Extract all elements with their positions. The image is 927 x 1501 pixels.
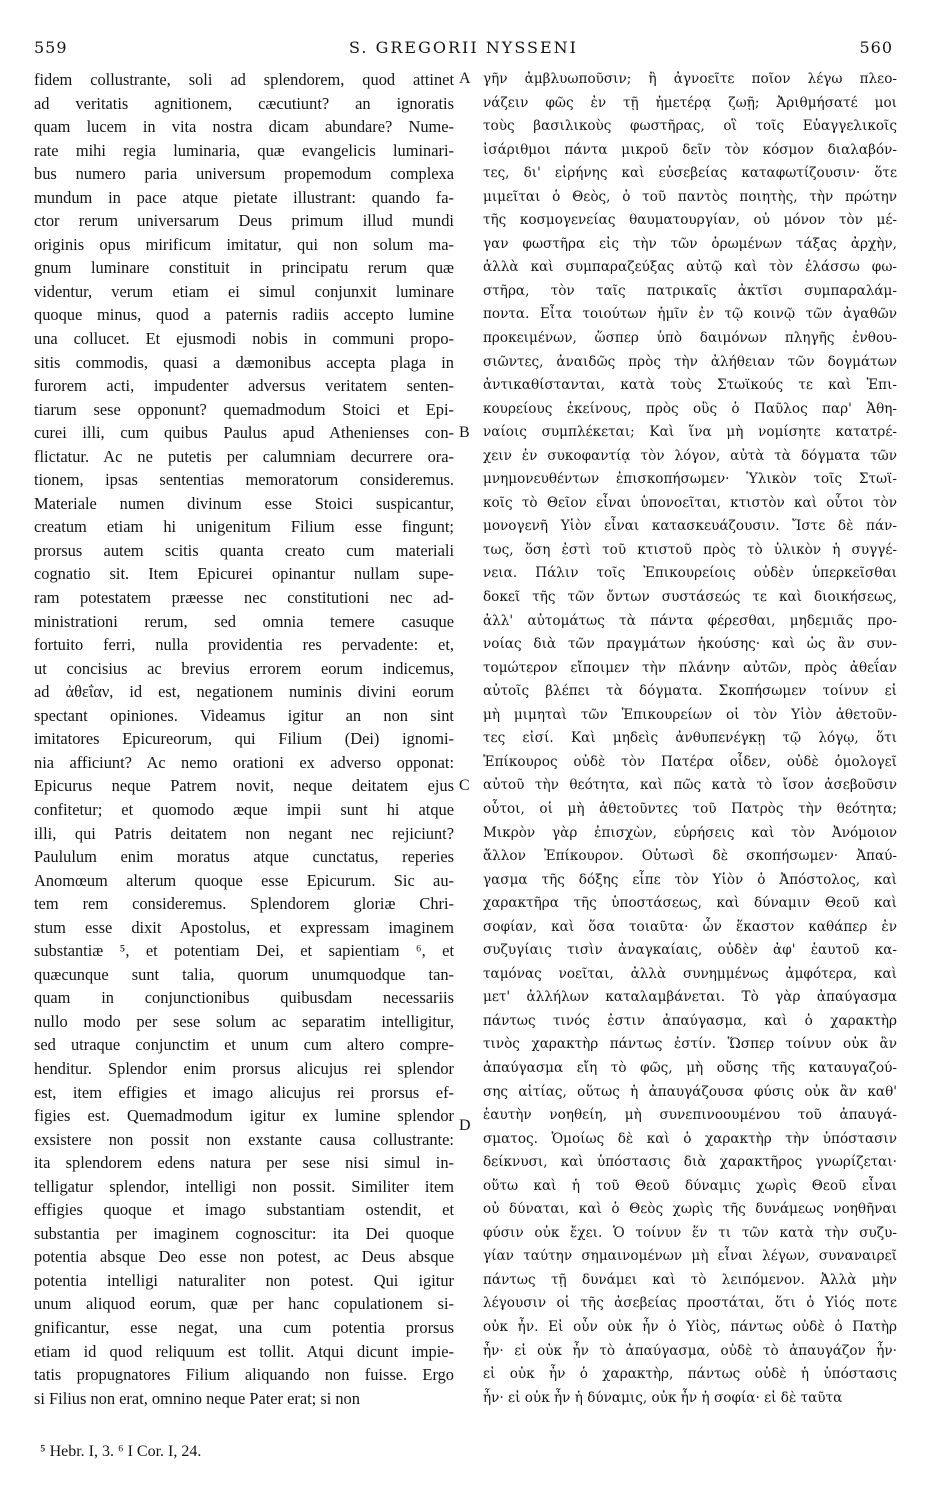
latin-text-line: creatum etiam hi unigenitum Filium esse fingunt; — [34, 517, 454, 537]
greek-text-line: νάζειν φῶς ἐν τῇ ἡμετέρᾳ ζωῇ; Ἀριθμήσατέ μοι — [483, 94, 897, 111]
latin-text-line: ministrationi rerum, sed omnia temere casuque — [34, 611, 454, 631]
greek-text-line: ἄλλον Ἐπίκουρον. Οὑτωσὶ δὲ σκοπήσωμεν· Ἀπαύ- — [483, 848, 897, 865]
latin-text-line: quam in conjunctionibus quibusdam necessariis — [34, 988, 454, 1008]
greek-text-line: μνημονευθέντων ἐπισκοπήσωμεν· Ὑλικὸν τοῖς Στωϊ- — [483, 471, 897, 488]
greek-text-line: γῆν ἀμβλυωποῦσιν; ἢ ἀγνοεῖτε ποῖον λέγω πλεο- — [483, 71, 897, 87]
greek-text-line: οὐ δύναται, καὶ ὁ Θεὸς χωρὶς τῆς δυνάμεως νοηθῆναι — [483, 1201, 897, 1218]
greek-text-line: λέγουσιν οἱ τῆς ἀσεβείας προστάται, ὅτι ὁ Υἱός ποτε — [483, 1295, 897, 1312]
latin-text-line: substantiæ ⁵, et potentiam Dei, et sapientiam ⁶, et — [34, 941, 454, 961]
page-number-right: 560 — [859, 38, 893, 57]
latin-text-line: cognatio sit. Item Epicurei opinantur nullam supe- — [34, 564, 454, 584]
latin-text-line: confitetur; et quomodo æque impii sunt hi atque — [34, 799, 454, 819]
greek-text-line: χαρακτῆρα τῆς ὑποστάσεως, καὶ δύναμιν Θεοῦ καὶ — [483, 895, 897, 912]
greek-text-line: τες εἰσί. Καὶ μηδεὶς ἀνθυπενέγκῃ τῷ λόγῳ, ὅτι — [483, 730, 897, 747]
greek-text-line: ταμόνας νοεῖται, ἀλλὰ συνημμένως ἀμφότερα, καὶ — [483, 965, 897, 982]
margin-marker-d: D — [459, 1117, 471, 1134]
latin-text-line: quæcunque sunt talia, quorum unumquodque tan- — [34, 964, 454, 984]
greek-text-line: ναίοις συμπλέκεται; Καὶ ἵνα μὴ νομίσητε κατατρέ- — [483, 424, 897, 441]
greek-text-line: σιῶντες, ἀναιδῶς πρὸς τὴν ἀλήθειαν τῶν δογμάτων — [483, 353, 897, 370]
latin-text-line: bus numero paria universum propemodum complexa — [34, 164, 454, 184]
greek-text-line: ἀλλὰ καὶ συμπαραζεύξας αὐτῷ καὶ τὸν ἐλάσσω φω- — [483, 259, 897, 276]
greek-text-line: σματος. Ὁμοίως δὲ καὶ ὁ χαρακτὴρ τὴν ὑπόστασιν — [483, 1130, 897, 1147]
latin-text-line: tatis propugnatores Filium aliquando non fuisse. Ergo — [34, 1365, 454, 1385]
latin-text-line: una collucet. Et ejusmodi nobis in communi propo- — [34, 329, 454, 349]
latin-text-line: telligatur splendor, intelligi non possit. Similiter item — [34, 1176, 454, 1196]
latin-text-line: mundum in pace atque pietate illustrant: quando fa- — [34, 187, 454, 207]
latin-text-line: rate mihi regia luminaria, quæ evangelicis luminari- — [34, 140, 454, 160]
greek-text-line: ἦν· εἰ οὐκ ἦν τὸ ἀπαύγασμα, οὐδὲ τὸ ἀπαυγάζον ἦν· — [483, 1342, 897, 1359]
latin-text-line: ctor rerum universarum Deus primum illud mundi — [34, 211, 454, 231]
greek-text-line: κουρείους ἐκείνους, πρὸς οὓς ὁ Παῦλος παρ' Ἀθη- — [483, 400, 897, 417]
latin-text-line: prorsus autem scitis quanta creato cum materiali — [34, 540, 454, 560]
latin-text-line: originis opus mirificum imitatur, qui non solum ma- — [34, 234, 454, 254]
latin-text-line: sed utraque conjunctim et unum cum altero compre- — [34, 1035, 454, 1055]
greek-text-line: δοκεῖ τῆς τῶν ὄντων συστάσεώς τε καὶ διοικήσεως, — [483, 589, 897, 606]
greek-text-line: ἦν· εἰ οὐκ ἦν ἡ δύναμις, οὐκ ἦν ἡ σοφία· εἰ δὲ ταῦτα — [483, 1389, 843, 1406]
latin-text-line: curei illi, cum quibus Paulus apud Athenienses con- — [34, 423, 454, 443]
margin-marker-c: C — [459, 777, 470, 794]
greek-text-line: μὴ μιμηταὶ τῶν Ἐπικουρείων οἱ τὸν Υἱὸν ἀθετοῦν- — [483, 706, 897, 723]
latin-text-line: tiarum sese opponunt? quemadmodum Stoici et Epi- — [34, 399, 454, 419]
greek-text-line: νοίας διὰ τῶν πραγμάτων ἡκούσης· καὶ ὡς ἂν συν- — [483, 636, 897, 653]
greek-text-line: Ἐπίκουρος οὐδὲ τὸν Πατέρα οἶδεν, οὐδὲ ὁμολογεῖ — [483, 753, 897, 770]
latin-text-line: fortuito ferri, nulla providentia res pervadente: et, — [34, 635, 454, 655]
greek-text-line: χειν ἐν συκοφαντίᾳ τὸν λόγον, αὐτὰ τὰ δόγματα τῶν — [483, 447, 897, 464]
greek-text-line: ἀντικαθίστανται, κατὰ τοὺς Στωϊκούς τε καὶ Ἐπι- — [483, 377, 897, 394]
greek-text-line: σοφίαν, καὶ ὅσα τοιαῦτα· ὧν ἕκαστον καθάπερ ἐν — [483, 918, 897, 935]
greek-text-line: τινὸς χαρακτὴρ πάντως ἐστίν. Ὥσπερ τοίνυν οὐκ ἂν — [483, 1036, 897, 1053]
page-number-left: 559 — [34, 38, 68, 57]
latin-column — [34, 68, 454, 1428]
latin-text-line: tem rem consideremus. Splendorem gloriæ Chri- — [34, 894, 454, 914]
greek-text-line: στῆρα, τὸν ταῖς πατρικαῖς ἀκτῖσι συμπαραλάμ- — [483, 282, 897, 299]
latin-text-line: si Filius non erat, omnino neque Pater erat; si non — [34, 1388, 360, 1408]
greek-text-line: φύσιν οὐκ ἔχει. Ὁ τοίνυν ἕν τι τῶν κατὰ τὴν συζυ- — [483, 1224, 897, 1241]
latin-text-line: Materiale numen divinum esse Stoici suspicantur, — [34, 493, 454, 513]
latin-text-line: imitatores Epicureorum, qui Filium (Dei) ignomi- — [34, 729, 454, 749]
greek-text-line: ποντα. Εἶτα τοιούτων ἡμῖν ἐν τῷ κοινῷ τῶν ἀγαθῶν — [483, 306, 897, 323]
greek-text-line: αὐτοῦ τὴν θεότητα, καὶ πῶς κατὰ τὸ ἴσον ἀσεβοῦσιν — [483, 777, 897, 794]
latin-text-line: figies est. Quemadmodum igitur ex lumine splendor — [34, 1106, 454, 1126]
greek-text-line: ἰσάριθμοι πάντα μικροῦ δεῖν τὸν κόσμον διαλαβόν- — [483, 141, 897, 158]
latin-text-line: unum aliquod eorum, quæ per hanc copulationem si- — [34, 1294, 454, 1314]
greek-text-line: γασμα τῆς δόξης εἶπε τὸν Υἱὸν ὁ Ἀπόστολος, καὶ — [483, 871, 897, 888]
latin-text-line: ita splendorem edens natura per sese nisi simul in- — [34, 1153, 454, 1173]
greek-text-line: προκειμένων, ὥσπερ ὑπὸ δαιμόνων πληγῆς ἐνθου- — [483, 330, 897, 347]
greek-text-line: εἰ οὐκ ἦν ὁ χαρακτὴρ, πάντως οὐδὲ ἡ ὑπόστασις — [483, 1366, 897, 1383]
greek-text-line: μιμεῖται ὁ Θεὸς, ὁ τοῦ παντὸς ποιητὴς, τὴν πρώτην — [483, 188, 897, 205]
margin-marker-a: A — [459, 70, 471, 87]
greek-column — [483, 68, 897, 1428]
greek-text-line: τοὺς βασιλικοὺς φωστῆρας, οἳ τοῖς Εὐαγγελικοῖς — [483, 118, 897, 135]
greek-text-line: συζυγίαις τισὶν ἀναγκαίαις, οὐδὲν ἀφ' ἑαυτοῦ κα- — [483, 942, 897, 959]
running-title: S. GREGORII NYSSENI — [349, 38, 578, 57]
latin-text-line: potentia absque Deo esse non potest, ac Deus absque — [34, 1247, 454, 1267]
latin-text-line: ut concisius ac brevius errorem eorum indicemus, — [34, 658, 454, 678]
greek-text-line: γίαν ταύτην σημαινομένων μὴ εἶναι λέγων, συναναιρεῖ — [483, 1248, 897, 1265]
latin-text-line: fidem collustrante, soli ad splendorem, quod attinet — [34, 70, 454, 89]
latin-text-line: quam lucem in vita nostra dicam abundare? Nume- — [34, 117, 454, 137]
greek-text-line: γαν φωστῆρα εἰς τὴν τῶν ὁρωμένων τάξας ἀρχὴν, — [483, 235, 897, 252]
greek-text-line: τως, ὅση ἐστὶ τοῦ κτιστοῦ πρὸς τὸ ὑλικὸν ἡ συγγέ- — [483, 541, 897, 558]
latin-text-line: stum esse dixit Apostolus, et expressam imaginem — [34, 917, 454, 937]
latin-text-line: substantia per imaginem cognoscitur: ita Dei quoque — [34, 1223, 454, 1243]
greek-text-line: πάντως τῇ δυνάμει καὶ τὸ λειπόμενον. Ἀλλὰ μὴν — [483, 1271, 897, 1288]
greek-text-line: τομώτερον εἴποιμεν τὴν πλάνην αὐτῶν, πρὸς ἀθεΐαν — [483, 659, 897, 676]
latin-text-line: potentia intelligi naturaliter non potest. Qui igitur — [34, 1270, 454, 1290]
greek-text-line: ἀλλ' αὐτομάτως τὰ πάντα φέρεσθαι, μηδεμιᾶς προ- — [483, 612, 897, 629]
latin-text-line: Anomœum alterum quoque esse Epicurum. Sic au- — [34, 870, 454, 890]
greek-text-line: μετ' ἀλλήλων καταλαμβάνεται. Τὸ γὰρ ἀπαύγασμα — [483, 989, 897, 1006]
latin-text-line: henditur. Splendor enim prorsus alicujus rei splendor — [34, 1058, 454, 1078]
greek-text-line: τῆς κοσμογενείας θαυματουργίαν, οὐ μόνον τὸν μέ- — [483, 212, 897, 229]
latin-text-line: effigies quoque et imago substantiam ostendit, et — [34, 1200, 454, 1220]
greek-text-line: σης αἰτίας, οὕτως ἡ ἀπαυγάζουσα φύσις οὐκ ἂν καθ' — [483, 1083, 897, 1100]
greek-text-line: αὐτοῖς βλέπει τὰ δόγματα. Σκοπήσωμεν τοίνυν εἰ — [483, 683, 897, 700]
latin-text-line: gnum luminare constituit in principatu rerum quæ — [34, 258, 454, 278]
greek-text-line: οὗτοι, οἱ μὴ ἀθετοῦντες τοῦ Πατρὸς τὴν θεότητα; — [483, 800, 897, 817]
latin-text-line: videntur, verum etiam ei simul conjunxit luminare — [34, 281, 454, 301]
greek-text-line: τες, δι' εἰρήνης καὶ εὐσεβείας καταφωτίζουσιν· ὅτε — [483, 165, 897, 182]
latin-text-line: ram potestatem præesse nec constitutioni nec ad- — [34, 588, 454, 608]
latin-text-line: quoque minus, quod a paternis radiis accepto lumine — [34, 305, 454, 325]
greek-text-line: οὐκ ἦν. Εἰ οὖν οὐκ ἦν ὁ Υἱὸς, πάντως οὐδὲ ὁ Πατὴρ — [483, 1318, 897, 1335]
latin-text-line: nullo modo per sese solum ac separatim intelligitur, — [34, 1011, 454, 1031]
latin-text-line: etiam id quod reliquum est tollit. Atqui dicunt impie- — [34, 1341, 454, 1361]
greek-text-line: οὕτω καὶ ἡ τοῦ Θεοῦ δύναμις χωρὶς Θεοῦ εἶναι — [483, 1177, 897, 1194]
latin-text-line: Paululum enim moratus atque cunctatus, reperies — [34, 847, 454, 867]
latin-text-line: tionem, ipsas sententias memoratorum consideremus. — [34, 470, 454, 490]
greek-text-line: Μικρὸν γὰρ ἐπισχὼν, εὑρήσεις καὶ τὸν Ἀνόμοιον — [483, 824, 897, 841]
latin-text-line: nia afficiunt? Ac nemo orationi ex adverso opponat: — [34, 752, 454, 772]
greek-text-line: ἑαυτὴν νοηθείη, μὴ συνεπινοουμένου τοῦ ἀπαυγά- — [483, 1107, 897, 1124]
latin-text-line: flictatur. Ac ne putetis per calumniam decurrere ora- — [34, 446, 454, 466]
latin-text-line: illi, qui Patris deitatem non negant nec rejiciunt? — [34, 823, 454, 843]
latin-text-line: est, item effigies et imago alicujus rei prorsus ef- — [34, 1082, 454, 1102]
greek-text-line: κοῖς τὸ Θεῖον εἶναι ὑπονοεῖται, κτιστὸν καὶ οὗτοι τὸν — [483, 494, 897, 511]
latin-text-line: ad veritatis agnitionem, cæcutiunt? an ignoratis — [34, 93, 454, 113]
greek-text-line: νεια. Πάλιν τοῖς Ἐπικουρείοις οὐδὲν ὑπερκεῖσθαι — [483, 565, 897, 582]
latin-text-line: Epicurus neque Patrem novit, neque deitatem ejus — [34, 776, 454, 796]
latin-text-line: sitis commodis, quasi a dæmonibus accepta plaga in — [34, 352, 454, 372]
latin-text-line: gnificantur, esse negat, una cum potentia prorsus — [34, 1317, 454, 1337]
margin-marker-b: B — [459, 424, 470, 441]
greek-text-line: ἀπαύγασμα εἴη τὸ φῶς, μὴ οὔσης τῆς καταυγαζού- — [483, 1059, 897, 1076]
greek-text-line: πάντως τινός ἐστιν ἀπαύγασμα, καὶ ὁ χαρακτὴρ — [483, 1012, 897, 1029]
greek-text-line: μονογενῆ Υἱὸν εἶναι κατασκευάζουσιν. Ἴστε δὲ πάν- — [483, 518, 897, 535]
latin-text-line: spectant opiniones. Videamus igitur an non sint — [34, 705, 454, 725]
latin-text-line: furorem acti, impudenter adversus veritatem senten- — [34, 376, 454, 396]
latin-text-line: ad ἀθεΐαν, id est, negationem numinis divini eorum — [34, 682, 454, 702]
greek-text-line: δείκνυσι, καὶ ὑπόστασις διὰ χαρακτῆρος γνωρίζεται· — [483, 1154, 897, 1171]
footnotes: ⁵ Hebr. I, 3. ⁶ I Cor. I, 24. — [40, 1443, 202, 1460]
latin-text-line: exsistere non possit non exstante causa collustrante: — [34, 1129, 454, 1149]
